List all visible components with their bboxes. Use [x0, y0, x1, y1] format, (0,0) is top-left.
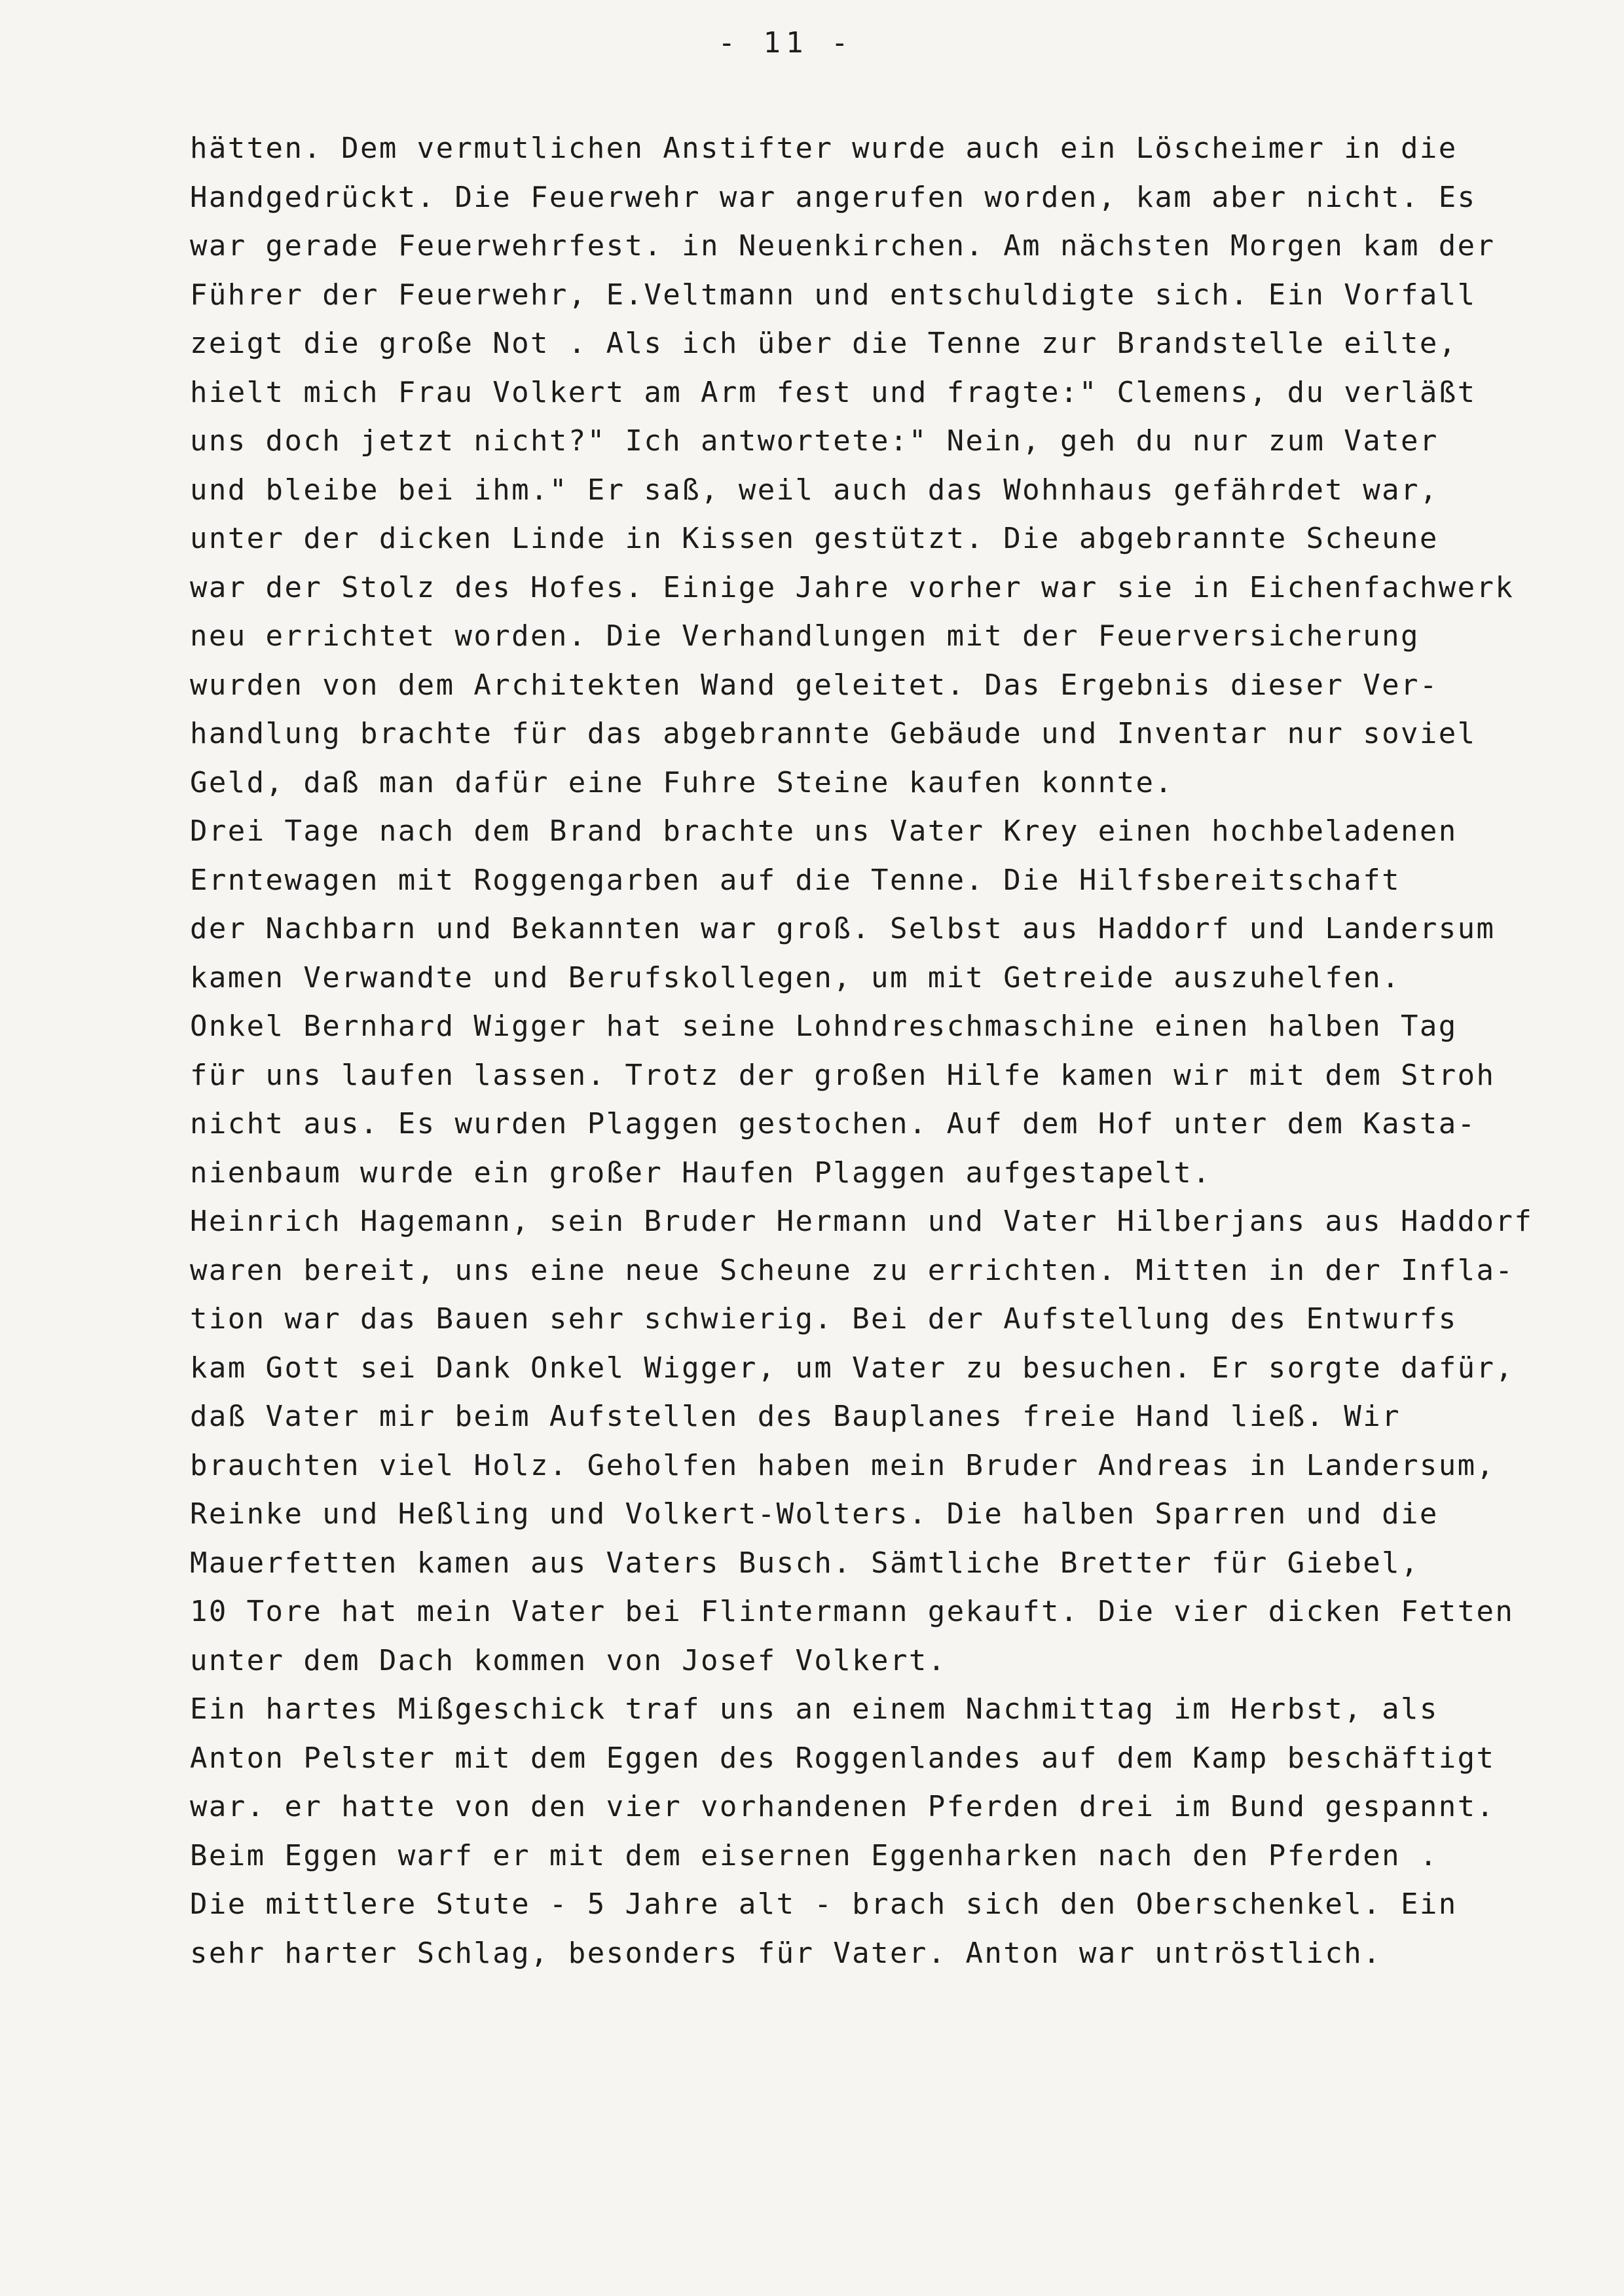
text-line-14: Geld, daß man dafür eine Fuhre Steine kaufen konnte.	[190, 765, 1174, 799]
text-line-5: zeigt die große Not . Als ich über die Tenne zur Brandstelle eilte,	[190, 327, 1458, 360]
text-line-6: hielt mich Frau Volkert am Arm fest und fragte:" Clemens, du verläßt	[190, 375, 1477, 409]
text-line-31: 10 Tore hat mein Vater bei Flintermann gekauft. Die vier dicken Fetten	[190, 1595, 1515, 1628]
text-line-27: daß Vater mir beim Aufstellen des Bauplanes freie Hand ließ. Wir	[190, 1400, 1401, 1433]
text-line-32: unter dem Dach kommen von Josef Volkert.	[190, 1643, 947, 1677]
text-line-2: Handgedrückt. Die Feuerwehr war angerufen worden, kam aber nicht. Es	[190, 180, 1477, 214]
text-line-9: unter der dicken Linde in Kissen gestützt. Die abgebrannte Scheune	[190, 522, 1439, 555]
text-line-16: Erntewagen mit Roggengarben auf die Tenne. Die Hilfsbereitschaft	[190, 863, 1401, 897]
text-line-22: nienbaum wurde ein großer Haufen Plaggen aufgestapelt.	[190, 1156, 1212, 1190]
text-line-4: Führer der Feuerwehr, E.Veltmann und entschuldigte sich. Ein Vorfall	[190, 278, 1477, 312]
text-line-10: war der Stolz des Hofes. Einige Jahre vorher war sie in Eichenfachwerk	[190, 570, 1515, 604]
text-line-38: sehr harter Schlag, besonders für Vater. Anton war untröstlich.	[190, 1936, 1382, 1970]
text-line-20: für uns laufen lassen. Trotz der großen Hilfe kamen wir mit dem Stroh	[190, 1058, 1496, 1092]
text-line-28: brauchten viel Holz. Geholfen haben mein Bruder Andreas in Landersum,	[190, 1448, 1496, 1482]
page-number: - 11 -	[718, 26, 854, 60]
text-line-24: waren bereit, uns eine neue Scheune zu errichten. Mitten in der Infla-	[190, 1253, 1515, 1287]
text-line-17: der Nachbarn und Bekannten war groß. Selbst aus Haddorf und Landersum	[190, 912, 1496, 945]
text-line-18: kamen Verwandte und Berufskollegen, um mit Getreide auszuhelfen.	[190, 960, 1401, 994]
text-line-3: war gerade Feuerwehrfest. in Neuenkirchen. Am nächsten Morgen kam der	[190, 229, 1496, 263]
text-line-19: Onkel Bernhard Wigger hat seine Lohndreschmaschine einen halben Tag	[190, 1010, 1458, 1043]
text-line-34: Anton Pelster mit dem Eggen des Roggenlandes auf dem Kamp beschäftigt	[190, 1741, 1496, 1775]
text-line-15: Drei Tage nach dem Brand brachte uns Vater Krey einen hochbeladenen	[190, 814, 1458, 848]
text-line-37: Die mittlere Stute - 5 Jahre alt - brach sich den Oberschenkel. Ein	[190, 1887, 1458, 1921]
text-line-11: neu errichtet worden. Die Verhandlungen mit der Feuerversicherung	[190, 619, 1420, 653]
typed-text-body	[190, 124, 1591, 1978]
text-line-8: und bleibe bei ihm." Er saß, weil auch das Wohnhaus gefährdet war,	[190, 473, 1439, 507]
text-line-30: Mauerfetten kamen aus Vaters Busch. Sämtliche Bretter für Giebel,	[190, 1546, 1420, 1580]
text-line-29: Reinke und Heßling und Volkert-Wolters. Die halben Sparren und die	[190, 1497, 1439, 1531]
text-line-25: tion war das Bauen sehr schwierig. Bei der Aufstellung des Entwurfs	[190, 1302, 1458, 1336]
text-line-12: wurden von dem Architekten Wand geleitet. Das Ergebnis dieser Ver-	[190, 668, 1439, 702]
text-line-21: nicht aus. Es wurden Plaggen gestochen. Auf dem Hof unter dem Kasta-	[190, 1107, 1477, 1140]
text-line-26: kam Gott sei Dank Onkel Wigger, um Vater zu besuchen. Er sorgte dafür,	[190, 1351, 1515, 1385]
text-line-33: Ein hartes Mißgeschick traf uns an einem Nachmittag im Herbst, als	[190, 1692, 1439, 1726]
text-line-23: Heinrich Hagemann, sein Bruder Hermann und Vater Hilberjans aus Haddorf	[190, 1205, 1534, 1238]
text-line-36: Beim Eggen warf er mit dem eisernen Eggenharken nach den Pferden .	[190, 1838, 1439, 1872]
text-line-7: uns doch jetzt nicht?" Ich antwortete:" Nein, geh du nur zum Vater	[190, 424, 1439, 458]
text-line-1: hätten. Dem vermutlichen Anstifter wurde auch ein Löscheimer in die	[190, 132, 1458, 165]
text-line-13: handlung brachte für das abgebrannte Gebäude und Inventar nur soviel	[190, 717, 1477, 750]
text-line-35: war. er hatte von den vier vorhandenen Pferden drei im Bund gespannt.	[190, 1790, 1496, 1823]
